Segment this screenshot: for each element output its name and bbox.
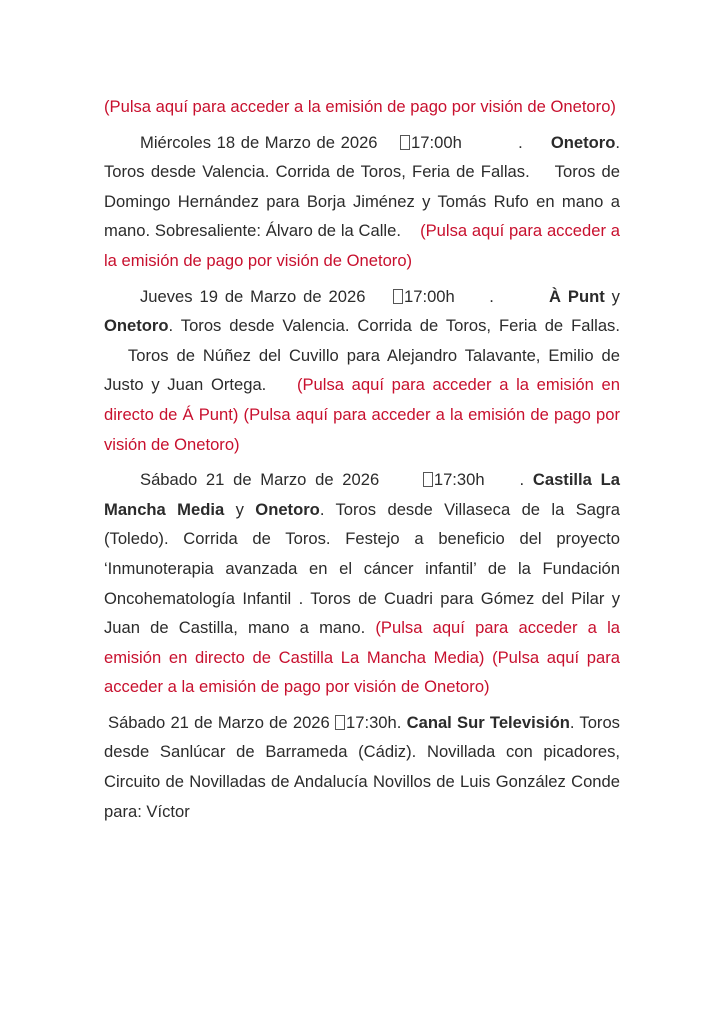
event-description: Festejo a beneficio del proyecto ‘Inmunoterapia avanzada en el cáncer infantil’ de la Fundación Oncohematología Infantil . Toros de Cuadri para Gómez del Pilar y Juan de Castilla, mano a mano. bbox=[104, 529, 620, 638]
event-channel-primary: Castilla La Mancha Media bbox=[104, 470, 620, 519]
event-description: Toros de Núñez del Cuvillo para Alejandro Talavante, Emilio de Justo y Juan Ortega. bbox=[104, 345, 620, 395]
event-separator: . bbox=[518, 132, 523, 152]
event-category: Corrida de Toros, Feria de Fallas. bbox=[357, 316, 620, 336]
event-channel: Onetoro bbox=[550, 132, 616, 152]
event-category: Corrida de Toros. bbox=[183, 529, 331, 549]
clock-icon bbox=[393, 289, 403, 304]
event-entry-3 bbox=[104, 465, 620, 702]
clock-icon bbox=[400, 135, 410, 150]
event-channel: Canal Sur Televisión bbox=[406, 712, 570, 732]
event-channel-secondary: Onetoro bbox=[104, 316, 169, 336]
event-date: Miércoles 18 de Marzo de 2026 bbox=[140, 132, 378, 152]
event-date: Sábado 21 de Marzo de 2026 bbox=[140, 470, 380, 490]
event-date: Jueves 19 de Marzo de 2026 bbox=[140, 286, 366, 306]
event-location: . Toros desde Valencia. bbox=[104, 132, 620, 182]
event-onetoro-link[interactable]: (Pulsa aquí para acceder a la emisión de pago por visión de Onetoro) bbox=[104, 647, 621, 697]
event-separator: . bbox=[489, 286, 494, 306]
event-entry-2 bbox=[104, 282, 620, 460]
clock-icon bbox=[423, 472, 433, 487]
event-description: Toros de Domingo Hernández para Borja Jiménez y Tomás Rufo en mano a mano. Sobresaliente: Álvaro de la Calle. bbox=[104, 162, 620, 241]
event-channel-joiner: y bbox=[224, 499, 256, 519]
event-onetoro-link[interactable]: (Pulsa aquí para acceder a la emisión de pago por visión de Onetoro) bbox=[104, 221, 620, 270]
event-category: Corrida de Toros, Feria de Fallas. bbox=[275, 162, 530, 182]
event-clm-link[interactable]: (Pulsa aquí para acceder a la emisión en directo de Castilla La Mancha Media) bbox=[104, 618, 620, 667]
event-location: . Toros desde Sanlúcar de Barrameda (Cádiz). bbox=[104, 712, 620, 762]
event-entry-1 bbox=[104, 128, 620, 276]
event-separator: . bbox=[519, 470, 525, 490]
clock-icon bbox=[335, 715, 345, 730]
event-location: . Toros desde Valencia. bbox=[168, 316, 350, 336]
event-time: 17:00h bbox=[411, 132, 462, 152]
event-apunt-link[interactable]: (Pulsa aquí para acceder a la emisión en directo de Á Punt) bbox=[104, 375, 620, 424]
event-description: Novillos de Luis González Conde para: Víctor bbox=[104, 772, 620, 821]
event-time: 17:30h bbox=[433, 470, 485, 490]
event-channel-primary: À Punt bbox=[549, 286, 605, 306]
intro-onetoro-link[interactable]: (Pulsa aquí para acceder a la emisión de pago por visión de Onetoro) bbox=[104, 97, 616, 116]
event-category: Novillada con picadores, Circuito de Novilladas de Andalucía bbox=[104, 742, 620, 792]
document-page bbox=[104, 92, 620, 832]
event-onetoro-link[interactable]: (Pulsa aquí para acceder a la emisión de pago por visión de Onetoro) bbox=[104, 404, 620, 454]
event-time: 17:30h. bbox=[346, 712, 402, 732]
event-channel-joiner: y bbox=[604, 286, 620, 306]
intro-paragraph bbox=[104, 92, 620, 122]
event-location: . Toros desde Villaseca de la Sagra (Toledo). bbox=[104, 499, 620, 549]
event-channel-secondary: Onetoro bbox=[255, 499, 320, 519]
event-entry-4 bbox=[104, 708, 620, 826]
event-time: 17:00h bbox=[404, 286, 455, 306]
event-date: Sábado 21 de Marzo de 2026 bbox=[108, 712, 330, 732]
